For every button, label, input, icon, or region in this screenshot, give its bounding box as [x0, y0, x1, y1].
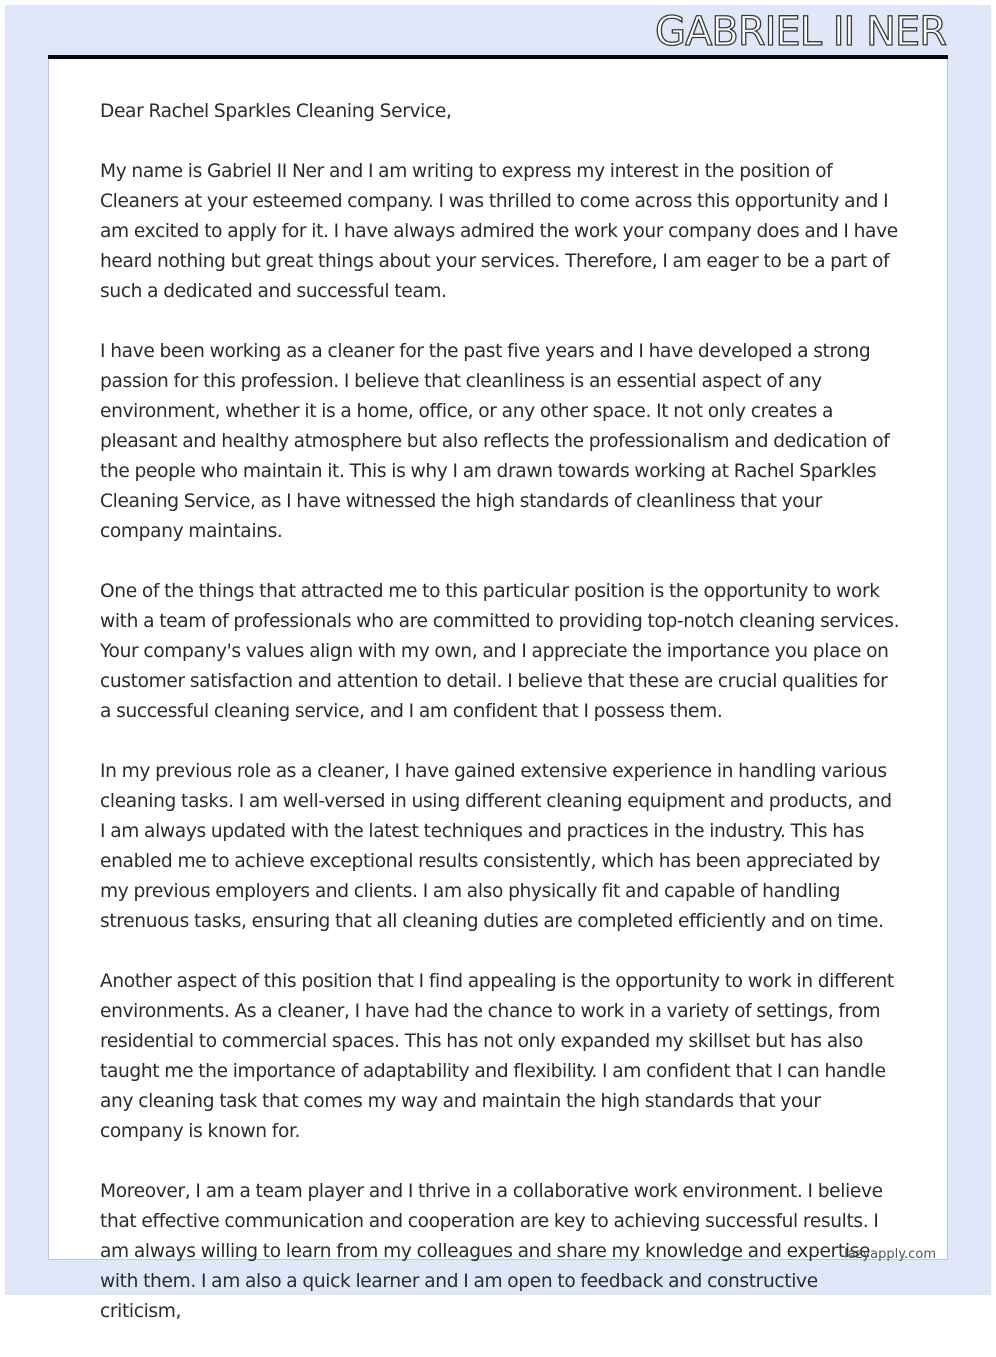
letter-paragraph-1: My name is Gabriel II Ner and I am writing to express my interest in the position of Cleaners at your esteemed company. I was thrilled to come across this opportunity and I am excited to apply for it. I have always admired the work your company does and I have heard nothing but great things about your services. Therefore, I am eager to be a part of such a dedicated and successful team.: [100, 161, 898, 302]
letter-paragraph-3: One of the things that attracted me to this particular position is the opportunity to work with a team of professionals who are committed to providing top-notch cleaning services. Your company's values align with my own, and I appreciate the importance you place on customer satisfaction and attention to detail. I believe that these are crucial qualities for a successful cleaning service, and I am confident that I possess them.: [100, 581, 900, 722]
applicant-name-heading: GABRIEL II NER: [655, 9, 946, 55]
cover-letter-body: [100, 97, 900, 1357]
letter-paragraph-5: Another aspect of this position that I find appealing is the opportunity to work in different environments. As a cleaner, I have had the chance to work in a variety of settings, from residential to commercial spaces. This has not only expanded my skillset but has also taught me the importance of adaptability and flexibility. I am confident that I can handle any cleaning task that comes my way and maintain the high standards that your company is known for.: [100, 971, 894, 1142]
letter-paragraph-4: In my previous role as a cleaner, I have gained extensive experience in handling various cleaning tasks. I am well-versed in using different cleaning equipment and products, and I am always updated with the latest techniques and practices in the industry. This has enabled me to achieve exceptional results consistently, which has been appreciated by my previous employers and clients. I am also physically fit and capable of handling strenuous tasks, ensuring that all cleaning duties are completed efficiently and on time.: [100, 761, 892, 932]
letter-paragraph-2: I have been working as a cleaner for the past five years and I have developed a strong passion for this profession. I believe that cleanliness is an essential aspect of any environment, whether it is a home, office, or any other space. It not only creates a pleasant and healthy atmosphere but also reflects the professionalism and dedication of the people who maintain it. This is why I am drawn towards working at Rachel Sparkles Cleaning Service, as I have witnessed the high standards of cleanliness that your company maintains.: [100, 341, 890, 542]
letter-salutation: Dear Rachel Sparkles Cleaning Service,: [100, 101, 452, 122]
letter-paragraph-6: Moreover, I am a team player and I thrive in a collaborative work environment. I believe that effective communication and cooperation are key to achieving successful results. I am always willing to learn from my colleagues and share my knowledge and expertise with them. I am also a quick learner and I am open to feedback and constructive criticism,: [100, 1181, 883, 1322]
watermark-text: lazyapply.com: [844, 1247, 936, 1262]
